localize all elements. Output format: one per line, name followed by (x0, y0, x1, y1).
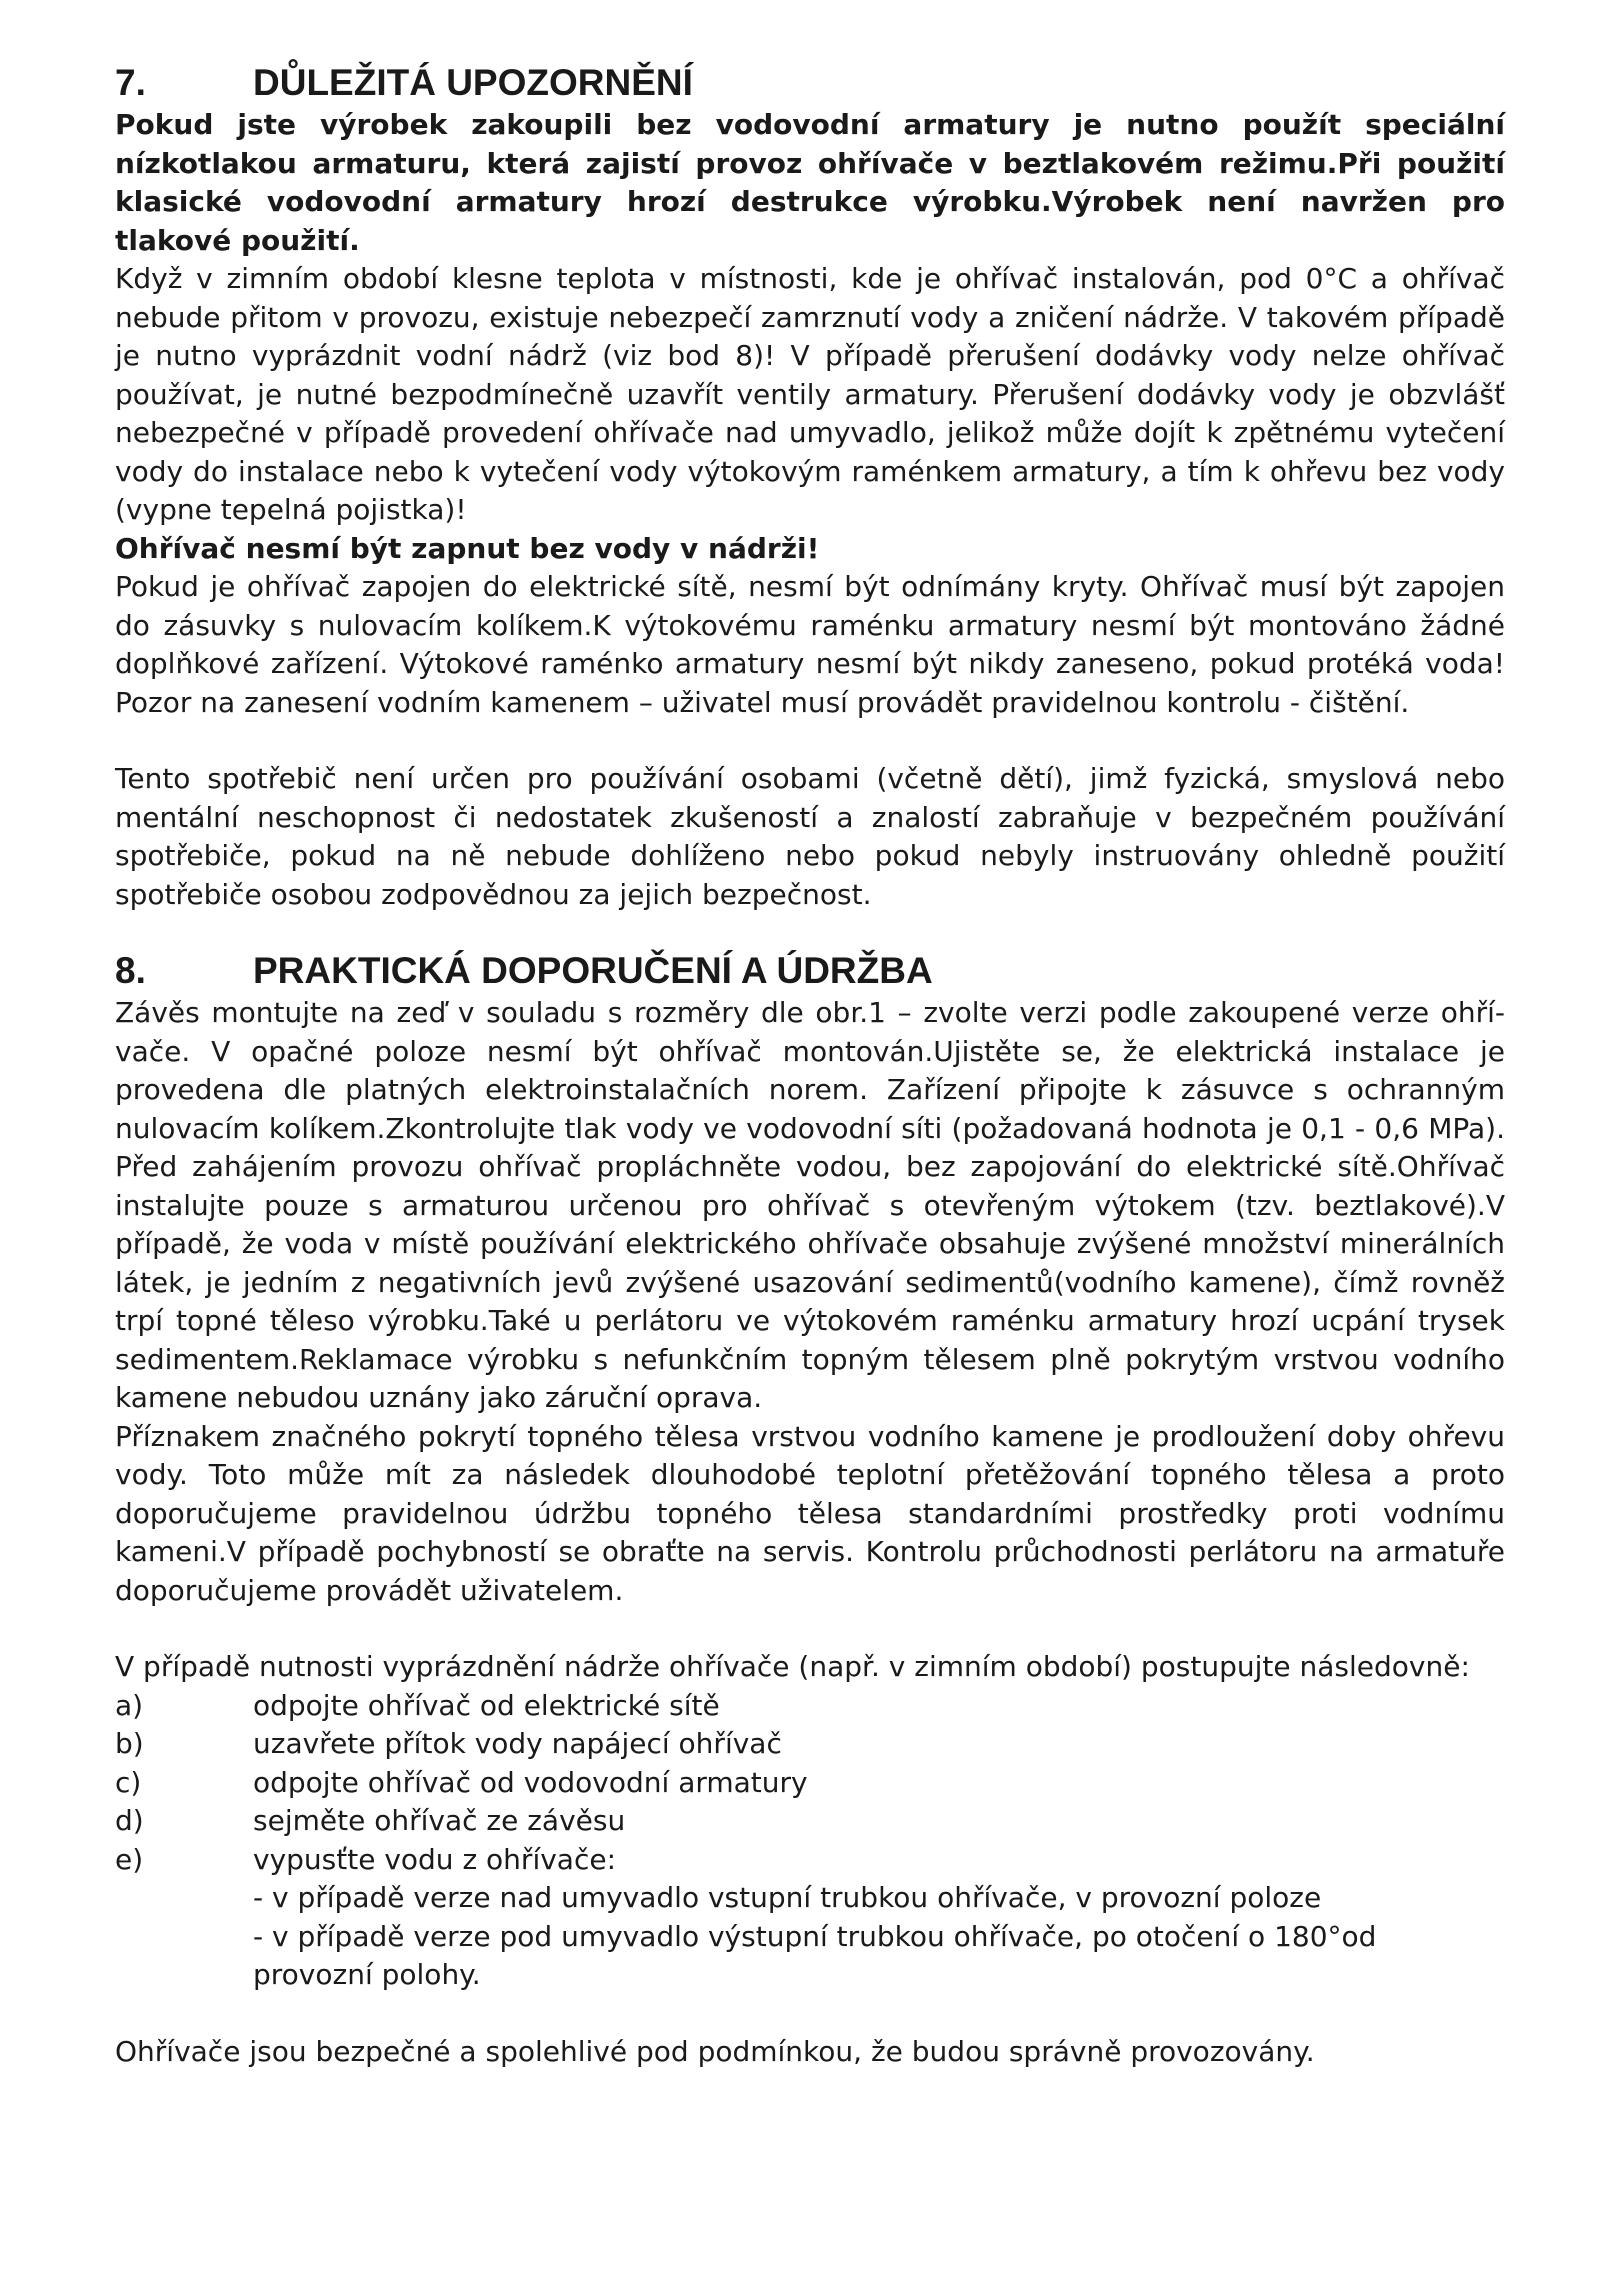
section-8-heading (115, 948, 1505, 994)
step-text: odpojte ohřívač od vodovodní armatury (253, 1765, 808, 1799)
drain-intro: V případě nutnosti vyprázdnění nádrže ohřívače (např. v zimním období) postupujte následovně: (115, 1650, 1470, 1683)
section-7-paragraph-1: Když v zimním období klesne teplota v místnosti, kde je ohřívač instalován, pod 0°C a ohřívač nebude přitom v provozu, existuje nebezpečí zamrznutí vody a zničení nádrže. V takovém případě je nutno vyprázdnit vodní nádrž (viz bod 8)! V případě přerušení dodávky vody nelze ohřívač používat, je nutné bezpodmínečně uzavřít ventily armatury. Přerušení dodávky vody je obzvlášť nebezpečné v případě provedení ohřívače nad umyvadlo, jelikož může dojít k zpětnému vytečení vody do instalace nebo k vytečení vody výtokovým raménkem armatury, a tím k ohřevu bez vody (vypne tepelná pojistka)! (115, 262, 1505, 526)
section-7-number: 7. (115, 62, 146, 103)
drain-steps-list (115, 1687, 1505, 1995)
section-8-number: 8. (115, 950, 146, 991)
list-item (115, 1841, 1505, 1995)
closing-statement: Ohřívače jsou bezpečné a spolehlivé pod podmínkou, že budou správně provozovány. (115, 2034, 1315, 2068)
step-text (253, 1841, 1505, 1995)
step-letter: e) (115, 1842, 144, 1876)
step-letter: b) (115, 1727, 144, 1760)
section-7-bold-intro: Pokud jste výrobek zakoupili bez vodovodní armatury je nutno použít speciální nízkotlakou armaturu, která zajistí provoz ohřívače v beztlakovém režimu.Při použití klasické vodovodní armatury hrozí destrukce výrobku.Výrobek není navržen pro tlakové použití. (115, 108, 1505, 257)
step-letter: d) (115, 1804, 144, 1837)
step-text: odpojte ohřívač od elektrické sítě (253, 1688, 720, 1722)
section-7-paragraph-2: Pokud je ohřívač zapojen do elektrické sítě, nesmí být odnímány kryty. Ohřívač musí být zapojen do zásuvky s nulovacím kolíkem.K výtokovému raménku armatury nesmí být montováno žádné doplňkové zařízení. Výtokové raménko armatury nesmí být nikdy zaneseno, pokud protéká voda! Pozor na zanesení vodním kamenem – uživatel musí provádět pravidelnou kontrolu - čištění. (115, 570, 1505, 719)
document-page (115, 60, 1505, 2071)
step-letter: c) (115, 1765, 142, 1799)
step-e-text: vypusťte vodu z ohřívače: (253, 1842, 617, 1876)
section-8-title: PRAKTICKÁ DOPORUČENÍ A ÚDRŽBA (253, 950, 933, 991)
section-7-paragraph-3: Tento spotřebič není určen pro používání osobami (včetně dětí), jimž fyzická, smyslová nebo mentální neschopnost či nedostatek zkušeností a znalostí zabraňuje v bezpečném používání spotřebiče, pokud na ně nebude dohlíženo nebo pokud nebyly instruovány ohledně použití spotřebiče osobou zodpovědnou za jejich bezpečnost. (115, 762, 1505, 911)
list-item (115, 1725, 1505, 1764)
section-8-paragraph-2: Příznakem značného pokrytí topného tělesa vrstvou vodního kamene je prodloužení doby ohřevu vody. Toto může mít za následek dlouhodobé teplotní přetěžování topného tělesa a proto doporučujeme pravidelnou údržbu topného tělesa standardními prostředky proti vodnímu kameni.V případě pochybností se obraťte na servis. Kontrolu průchodnosti perlátoru na armatuře doporučujeme provádět uživatelem. (115, 1419, 1505, 1607)
step-letter: a) (115, 1688, 144, 1722)
substep-below-basin: - v případě verze pod umyvadlo výstupní trubkou ohřívače, po otočení o 180°od provozní polohy. (253, 1919, 1377, 1991)
section-7-heading (115, 60, 1505, 106)
section-7-warning: Ohřívač nesmí být zapnut bez vody v nádrži! (115, 531, 820, 565)
section-8-paragraph-1: Závěs montujte na zeď v souladu s rozměry dle obr.1 – zvolte verzi podle zakoupené verze ohří-vače. V opačné poloze nesmí být ohřívač montován.Ujistěte se, že elektrická instalace je provedena dle platných elektroinstalačních norem. Zařízení připojte k zásuvce s ochranným nulovacím kolíkem.Zkontrolujte tlak vody ve vodovodní síti (požadovaná hodnota je 0,1 - 0,6 MPa). Před zahájením provozu ohřívač propláchněte vodou, bez zapojování do elektrické sítě.Ohřívač instalujte pouze s armaturou určenou pro ohřívač s otevřeným výtokem (tzv. beztlakové).V případě, že voda v místě používání elektrického ohřívače obsahuje zvýšené množství minerálních látek, je jedním z negativních jevů zvýšené usazování sedimentů(vodního kamene), čímž rovněž trpí topné těleso výrobku.Také u perlátoru ve výtokovém raménku armatury hrozí ucpání trysek sedimentem.Reklamace výrobku s nefunkčním topným tělesem plně pokrytým vrstvou vodního kamene nebudou uznány jako záruční oprava. (115, 996, 1505, 1414)
section-7-title: DŮLEŽITÁ UPOZORNĚNÍ (253, 62, 693, 103)
step-text: sejměte ohřívač ze závěsu (253, 1804, 626, 1837)
list-item (115, 1764, 1505, 1803)
list-item (115, 1802, 1505, 1841)
step-text: uzavřete přítok vody napájecí ohřívač (253, 1727, 782, 1760)
substep-above-basin: - v případě verze nad umyvadlo vstupní trubkou ohřívače, v provozní poloze (253, 1881, 1322, 1914)
list-item (115, 1687, 1505, 1726)
